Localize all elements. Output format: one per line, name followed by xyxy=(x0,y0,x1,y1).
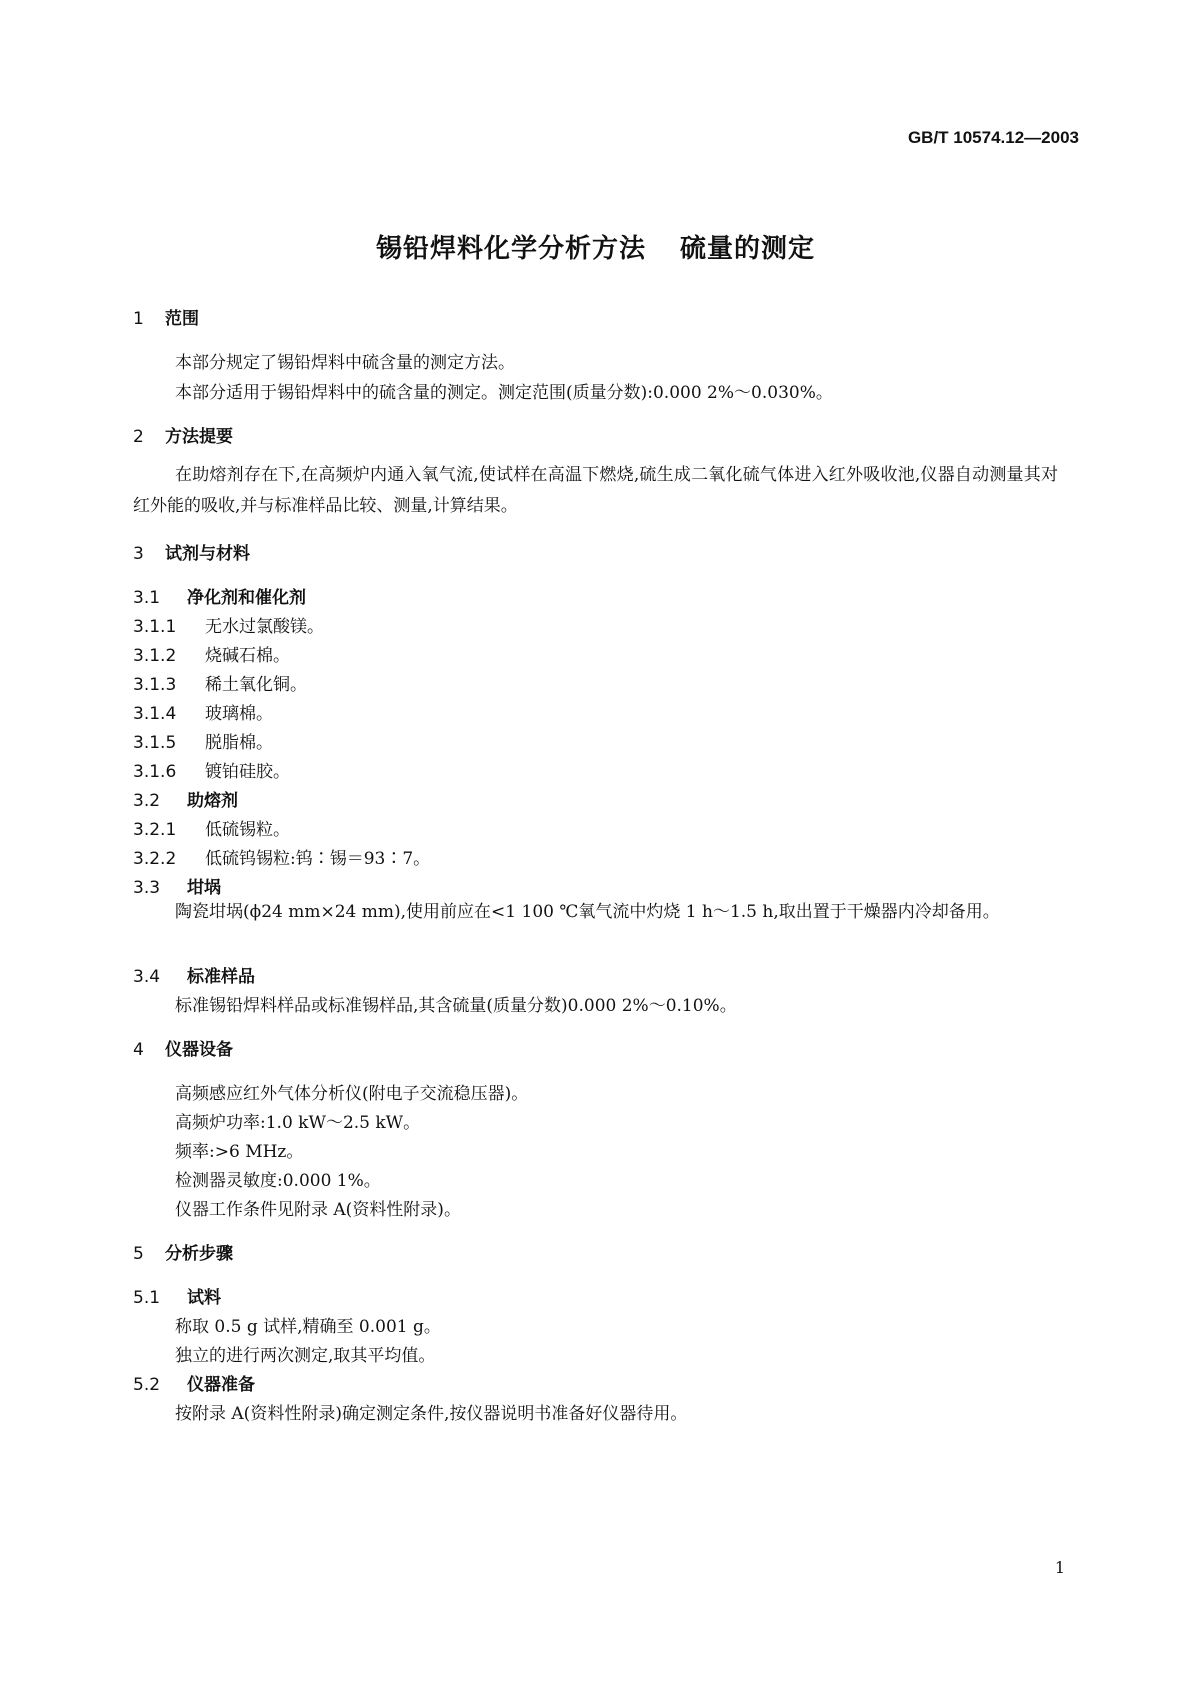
equipment-line: 仪器工作条件见附录 A(资料性附录)。 xyxy=(175,1200,461,1220)
item-text: 脱脂棉。 xyxy=(205,733,273,753)
subsection-number: 3.3 xyxy=(133,878,161,898)
subsection-title: 仪器准备 xyxy=(187,1375,255,1395)
item-text: 玻璃棉。 xyxy=(205,704,273,724)
item-number: 3.1.1 xyxy=(133,617,177,637)
subsection-3-3-paragraph: 陶瓷坩埚(ϕ24 mm×24 mm),使用前应在<1 100 ℃氧气流中灼烧 1 h～1.5 h,取出置于干燥器内冷却备用。 xyxy=(175,902,1000,922)
section-number: 2 xyxy=(133,427,144,447)
item-number: 3.1.5 xyxy=(133,733,177,753)
section-title: 仪器设备 xyxy=(165,1040,233,1060)
section-2-heading xyxy=(133,422,233,447)
page-number: 1 xyxy=(1054,1558,1065,1577)
section-title: 方法提要 xyxy=(165,427,233,447)
subsection-3-4-paragraph: 标准锡铅焊料样品或标准锡样品,其含硫量(质量分数)0.000 2%～0.10%。 xyxy=(175,996,737,1016)
equipment-line: 高频炉功率:1.0 kW～2.5 kW。 xyxy=(175,1113,421,1133)
subsection-3-1-heading xyxy=(133,583,306,608)
subsection-5-2-heading xyxy=(133,1370,255,1395)
list-item xyxy=(133,757,290,782)
section-3-heading xyxy=(133,539,250,564)
subsection-3-4-heading xyxy=(133,962,255,987)
equipment-line: 频率:>6 MHz。 xyxy=(175,1142,304,1162)
list-item xyxy=(133,670,307,695)
subsection-3-2-heading xyxy=(133,786,238,811)
item-text: 低硫钨锡粒:钨∶锡＝93∶7。 xyxy=(205,849,431,869)
equipment-line: 高频感应红外气体分析仪(附电子交流稳压器)。 xyxy=(175,1084,529,1104)
subsection-number: 5.1 xyxy=(133,1288,161,1308)
subsection-title: 净化剂和催化剂 xyxy=(187,588,306,608)
title-part-2: 硫量的测定 xyxy=(680,234,816,264)
section-number: 4 xyxy=(133,1040,144,1060)
section-title: 范围 xyxy=(165,309,199,329)
item-text: 无水过氯酸镁。 xyxy=(205,617,324,637)
section-5-heading xyxy=(133,1239,233,1264)
subsection-title: 助熔剂 xyxy=(187,791,238,811)
list-item xyxy=(133,728,273,753)
item-number: 3.1.6 xyxy=(133,762,177,782)
subsection-3-3-heading xyxy=(133,873,221,898)
section-4-heading xyxy=(133,1035,233,1060)
item-text: 低硫锡粒。 xyxy=(205,820,290,840)
item-text: 稀土氧化铜。 xyxy=(205,675,307,695)
section-1-heading xyxy=(133,304,199,329)
subsection-title: 标准样品 xyxy=(187,967,255,987)
subsection-number: 3.4 xyxy=(133,967,161,987)
section-1-paragraph-1: 本部分规定了锡铅焊料中硫含量的测定方法。 xyxy=(175,353,515,373)
section-title: 分析步骤 xyxy=(165,1244,233,1264)
subsection-5-2-paragraph: 按附录 A(资料性附录)确定测定条件,按仪器说明书准备好仪器待用。 xyxy=(175,1404,688,1424)
item-text: 镀铂硅胶。 xyxy=(205,762,290,782)
sample-line: 独立的进行两次测定,取其平均值。 xyxy=(175,1346,436,1366)
equipment-line: 检测器灵敏度:0.000 1%。 xyxy=(175,1171,381,1191)
item-number: 3.1.4 xyxy=(133,704,177,724)
item-number: 3.1.3 xyxy=(133,675,177,695)
list-item xyxy=(133,612,324,637)
section-2-paragraph: 在助熔剂存在下,在高频炉内通入氧气流,使试样在高温下燃烧,硫生成二氧化硫气体进入红外吸收池,仪器自动测量其对红外能的吸收,并与标准样品比较、测量,计算结果。 xyxy=(133,465,1058,516)
section-number: 3 xyxy=(133,544,144,564)
section-number: 1 xyxy=(133,309,144,329)
section-title: 试剂与材料 xyxy=(165,544,250,564)
list-item xyxy=(133,844,430,869)
subsection-5-1-heading xyxy=(133,1283,221,1308)
standard-code: GB/T 10574.12—2003 xyxy=(907,128,1079,147)
item-number: 3.2.1 xyxy=(133,820,177,840)
list-item xyxy=(133,641,290,666)
item-number: 3.1.2 xyxy=(133,646,177,666)
list-item xyxy=(133,815,290,840)
subsection-number: 3.1 xyxy=(133,588,161,608)
title-part-1: 锡铅焊料化学分析方法 xyxy=(375,234,646,264)
subsection-number: 3.2 xyxy=(133,791,161,811)
list-item xyxy=(133,699,273,724)
section-1-paragraph-2: 本部分适用于锡铅焊料中的硫含量的测定。测定范围(质量分数):0.000 2%～0.030%。 xyxy=(175,383,833,403)
document-title xyxy=(0,228,1191,265)
subsection-title: 坩埚 xyxy=(187,878,221,898)
item-number: 3.2.2 xyxy=(133,849,177,869)
subsection-title: 试料 xyxy=(187,1288,221,1308)
section-number: 5 xyxy=(133,1244,144,1264)
item-text: 烧碱石棉。 xyxy=(205,646,290,666)
sample-line: 称取 0.5 g 试样,精确至 0.001 g。 xyxy=(175,1317,441,1337)
subsection-number: 5.2 xyxy=(133,1375,161,1395)
